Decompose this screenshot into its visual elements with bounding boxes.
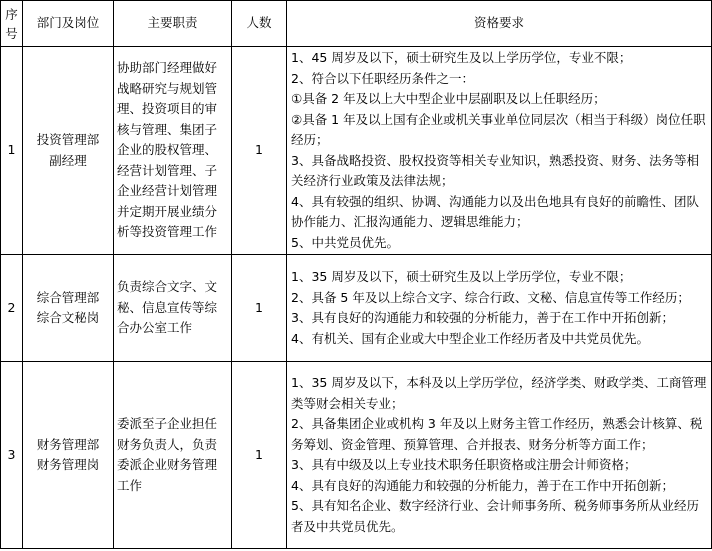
requirement-line: 1、45 周岁及以下，硕士研究生及以上学历学位，专业不限； <box>291 50 632 65</box>
requirement-line: 1、35 周岁及以下，本科及以上学历学位，经济学类、财政学类、工商管理类等财会相关专业； <box>291 375 707 411</box>
requirement-line: 1、35 周岁及以下，硕士研究生及以上学历学位，专业不限； <box>291 269 632 284</box>
requirement-line: 2、具备 5 年及以上综合文字、综合行政、文秘、信息宣传等工作经历； <box>291 289 690 305</box>
row-requirements <box>287 362 712 549</box>
dept-name: 投资管理部 <box>36 132 100 147</box>
dept-name: 财务管理部 <box>36 436 100 452</box>
table-row <box>1 47 712 255</box>
requirement-line: 4、具有较强的组织、协调、沟通能力以及出色地具有良好的前瞻性、团队协作能力、汇报沟通能力、逻辑思维能力； <box>291 193 699 229</box>
requirement-line: 2、具备集团企业或机构 3 年及以上财务主管工作经历，熟悉会计核算、税务筹划、资金管理、预算管理、合并报表、财务分析等方面工作； <box>291 416 703 452</box>
requirement-line: 3、具备战略投资、股权投资等相关专业知识，熟悉投资、财务、法务等相关经济行业政策及法律法规； <box>291 152 699 188</box>
requirement-line: 4、具有良好的沟通能力和较强的分析能力，善于在工作中开拓创新； <box>291 477 674 493</box>
row-dept <box>23 362 114 549</box>
row-duty: 负责综合文字、文秘、信息宣传等综合办公室工作 <box>114 255 232 362</box>
requirement-line: 3、具有良好的沟通能力和较强的分析能力，善于在工作中开拓创新； <box>291 310 674 325</box>
position-name: 副经理 <box>49 152 87 168</box>
requirement-line: 5、中共党员优先。 <box>291 234 399 250</box>
requirement-line: ②具备 1 年及以上国有企业或机关事业单位同层次（相当于科级）岗位任职经历； <box>291 111 706 147</box>
row-requirements <box>287 47 712 255</box>
table-row <box>1 255 712 362</box>
row-requirements <box>287 255 712 362</box>
row-index: 3 <box>1 362 23 549</box>
requirement-line: 4、有机关、国有企业或大中型企业工作经历者及中共党员优先。 <box>291 330 649 346</box>
table-row <box>1 362 712 549</box>
requirement-line: 3、具有中级及以上专业技术职务任职资格或注册会计师资格； <box>291 457 637 472</box>
header-index <box>1 1 23 47</box>
header-index-line2: 号 <box>5 25 18 41</box>
row-count: 1 <box>232 255 287 362</box>
row-index: 1 <box>1 47 23 255</box>
table-header-row <box>1 1 712 47</box>
row-index: 2 <box>1 255 23 362</box>
position-name: 财务管理岗 <box>36 457 100 472</box>
requirement-line: 5、具有知名企业、数字经济行业、会计师事务所、税务师事务所从业经历者及中共党员优先。 <box>291 498 699 534</box>
requirement-line: 2、符合以下任职经历条件之一： <box>291 70 474 86</box>
requirement-line: ①具备 2 年及以上大中型企业中层副职及以上任职经历； <box>291 91 606 106</box>
header-count: 人数 <box>232 1 287 47</box>
row-dept <box>23 255 114 362</box>
row-duty: 委派至子企业担任财务负责人，负责委派企业财务管理工作 <box>114 362 232 549</box>
row-duty: 协助部门经理做好战略研究与规划管理、投资项目的审核与管理、集团子企业的股权管理、经营计划管理、子企业经营计划管理并定期开展业绩分析等投资管理工作 <box>114 47 232 255</box>
row-dept <box>23 47 114 255</box>
header-requirements: 资格要求 <box>287 1 712 47</box>
position-name: 综合文秘岗 <box>36 310 100 325</box>
row-count: 1 <box>232 47 287 255</box>
header-duty: 主要职责 <box>114 1 232 47</box>
header-index-line1: 序 <box>5 6 18 22</box>
dept-name: 综合管理部 <box>36 289 100 305</box>
header-dept: 部门及岗位 <box>23 1 114 47</box>
row-count: 1 <box>232 362 287 549</box>
